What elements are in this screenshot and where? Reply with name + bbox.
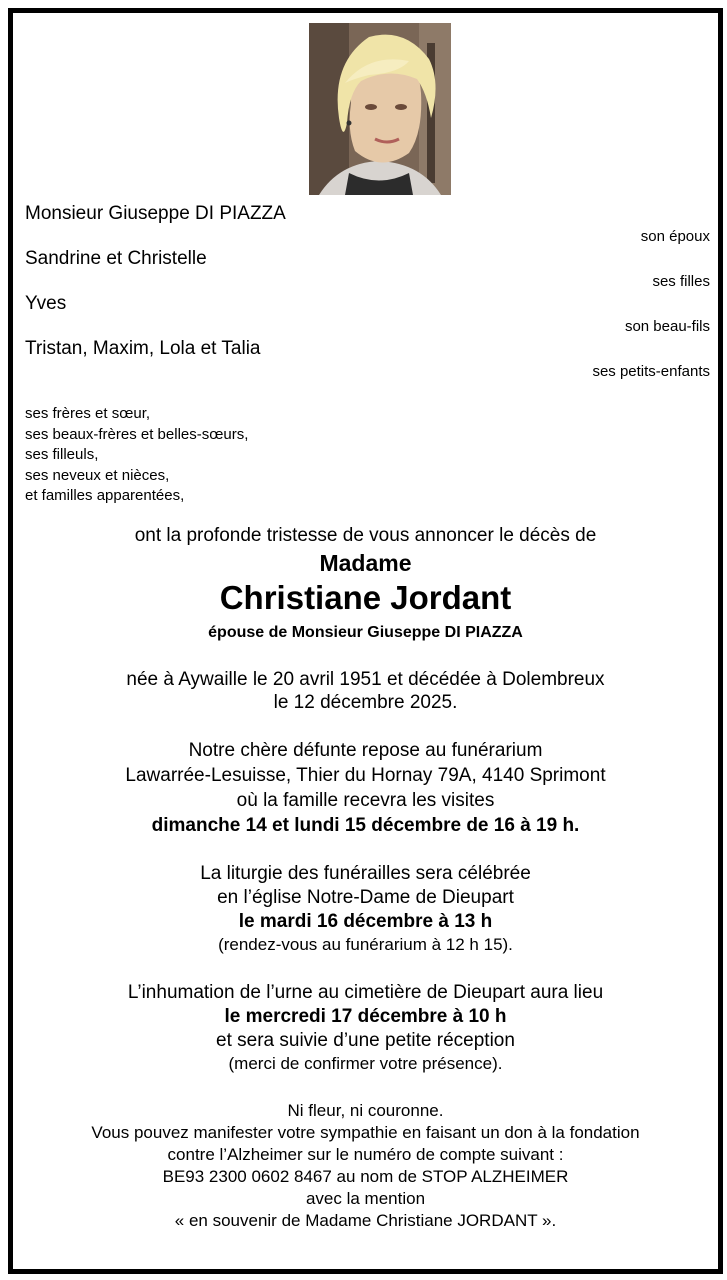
donation-line: Ni fleur, ni couronne. xyxy=(287,1101,444,1120)
relatives-list xyxy=(25,404,248,507)
family-member-role: ses petits-enfants xyxy=(592,363,710,380)
birth-death-line: née à Aywaille le 20 avril 1951 et décédée à Dolembreux xyxy=(126,669,605,690)
announcement-intro: ont la profonde tristesse de vous annoncer le décès de xyxy=(134,525,597,546)
donation-line: contre l’Alzheimer sur le numéro de compte suivant : xyxy=(167,1145,564,1164)
liturgy-date: le mardi 16 décembre à 13 h xyxy=(238,911,493,932)
family-member-role: son époux xyxy=(640,228,710,245)
visits-dates: dimanche 14 et lundi 15 décembre de 16 à 19 h. xyxy=(151,815,580,836)
liturgy-line: La liturgie des funérailles sera célébrée xyxy=(200,863,531,884)
relatives-line: ses frères et sœur, xyxy=(25,405,151,422)
donation-line: avec la mention xyxy=(305,1189,426,1208)
deceased-title: Madame xyxy=(319,550,412,576)
burial-line: et sera suivie d’une petite réception xyxy=(216,1030,515,1051)
family-member-name: Monsieur Giuseppe DI PIAZZA xyxy=(25,203,286,224)
visits-line: Lawarrée-Lesuisse, Thier du Hornay 79A, 4140 Sprimont xyxy=(125,765,606,786)
donation-mention: « en souvenir de Madame Christiane JORDANT ». xyxy=(174,1211,557,1230)
burial-note: (merci de confirmer votre présence). xyxy=(228,1054,503,1073)
birth-death-line: le 12 décembre 2025. xyxy=(273,692,458,713)
family-member-name: Sandrine et Christelle xyxy=(25,248,207,269)
obituary-card xyxy=(8,8,723,1274)
relatives-line: ses beaux-frères et belles-sœurs, xyxy=(25,425,249,443)
donation-line: Vous pouvez manifester votre sympathie en faisant un don à la fondation xyxy=(91,1123,640,1142)
relatives-line: ses neveux et nièces, xyxy=(25,466,170,484)
visits-line: Notre chère défunte repose au funérarium xyxy=(188,740,543,761)
portrait-photo xyxy=(309,23,451,195)
donation-account: BE93 2300 0602 8467 au nom de STOP ALZHEIMER xyxy=(162,1167,569,1186)
deceased-spouse: épouse de Monsieur Giuseppe DI PIAZZA xyxy=(208,624,523,641)
family-member-name: Tristan, Maxim, Lola et Talia xyxy=(25,338,261,359)
liturgy-note: (rendez-vous au funérarium à 12 h 15). xyxy=(218,935,513,954)
family-member-role: son beau-fils xyxy=(624,318,710,335)
deceased-name: Christiane Jordant xyxy=(219,579,512,616)
visits-line: où la famille recevra les visites xyxy=(236,790,495,811)
relatives-line: et familles apparentées, xyxy=(25,487,185,504)
burial-date: le mercredi 17 décembre à 10 h xyxy=(224,1006,507,1027)
liturgy-line: en l’église Notre-Dame de Dieupart xyxy=(217,887,514,908)
family-member-name: Yves xyxy=(25,293,67,314)
family-member-role: ses filles xyxy=(652,273,710,290)
relatives-line: ses filleuls, xyxy=(25,446,99,463)
burial-line: L’inhumation de l’urne au cimetière de Dieupart aura lieu xyxy=(127,982,604,1003)
